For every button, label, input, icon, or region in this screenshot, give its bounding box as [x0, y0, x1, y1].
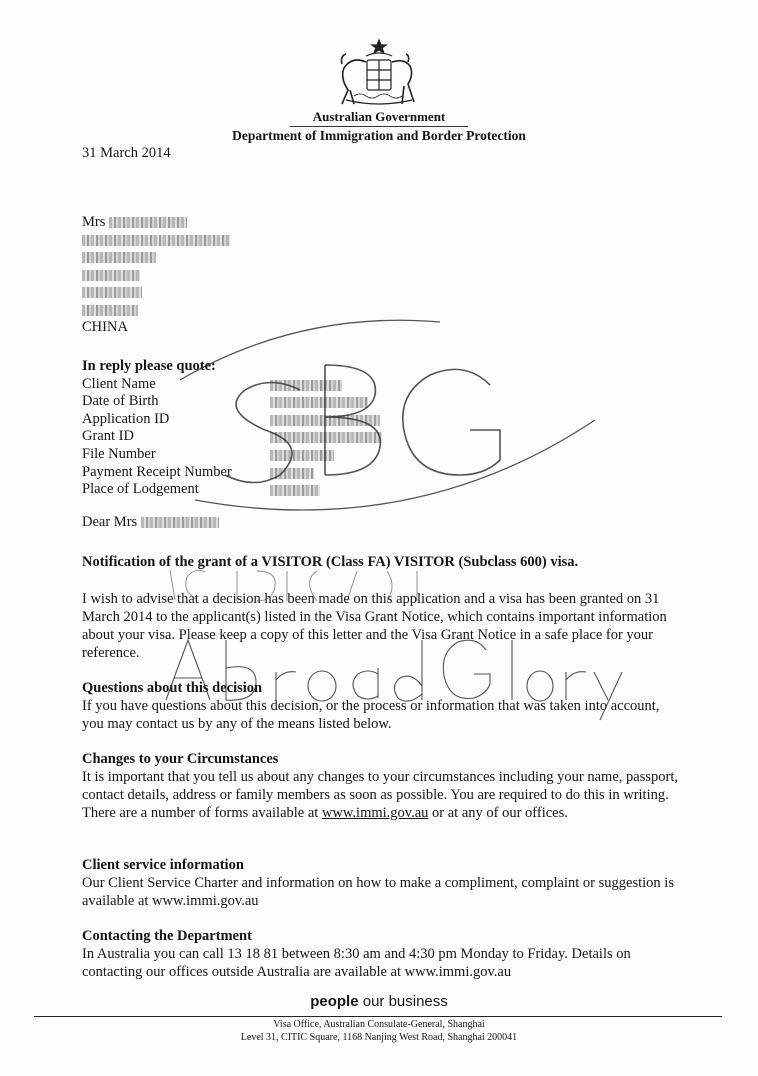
section-heading: Changes to your Circumstances	[82, 751, 279, 767]
quote-row	[82, 446, 232, 464]
redacted-value	[270, 450, 334, 461]
reply-quote-block	[82, 358, 232, 499]
footer-address: Level 31, CITIC Square, 1168 Nanjing West Road, Shanghai 200041	[240, 1032, 518, 1043]
quote-row	[82, 428, 232, 446]
redacted-value	[270, 397, 368, 408]
notification-title: Notification of the grant of a VISITOR (Class FA) VISITOR (Subclass 600) visa.	[82, 554, 579, 570]
recipient-title: Mrs	[82, 214, 106, 230]
quote-row	[82, 464, 232, 482]
redacted-name	[141, 517, 219, 528]
quote-label: Place of Lodgement	[82, 481, 199, 498]
footer-office: Visa Office, Australian Consulate-General, Shanghai	[273, 1019, 485, 1030]
section-body: In Australia you can call 13 18 81 between 8:30 am and 4:30 pm Monday to Friday. Details on contacting our offices outside Australia are available at www.immi.gov.au	[82, 946, 631, 980]
redacted-address-line	[82, 235, 230, 246]
redacted-address-line	[82, 252, 156, 263]
section-body	[82, 768, 682, 822]
section-questions	[82, 679, 682, 733]
section-heading: Client service information	[82, 857, 244, 873]
redacted-value	[270, 485, 320, 496]
quote-label: Payment Receipt Number	[82, 463, 232, 480]
section-heading: Contacting the Department	[82, 928, 252, 944]
coat-of-arms-icon	[326, 38, 432, 114]
footer-brand	[0, 993, 758, 1010]
section-heading: Questions about this decision	[82, 680, 263, 696]
government-name: Australian Government	[312, 109, 446, 124]
intro-text: I wish to advise that a decision has been made on this application and a visa has been granted on 31 March 2014 to the applicant(s) listed in the Visa Grant Notice, which contains important information about your visa. Please keep a copy of this letter and the Visa Grant Notice in a safe place for your reference.	[82, 591, 667, 661]
section-body-text: or at any of our offices.	[428, 805, 568, 821]
redacted-value	[270, 432, 382, 443]
redacted-address-line	[82, 305, 138, 316]
section-client-service	[82, 856, 682, 910]
quote-label: File Number	[82, 445, 156, 462]
immi-website-link[interactable]: www.immi.gov.au	[321, 805, 429, 821]
redacted-address-line	[82, 270, 140, 281]
department-name: Department of Immigration and Border Protection	[232, 128, 526, 143]
redacted-name	[109, 217, 187, 228]
quote-label: Client Name	[82, 375, 156, 392]
footer-rule	[34, 1016, 722, 1017]
quote-label: Application ID	[82, 410, 170, 427]
header-rule	[290, 126, 468, 127]
section-contacting	[82, 927, 682, 981]
reply-quote-heading: In reply please quote:	[82, 358, 216, 374]
quote-row	[82, 481, 232, 499]
intro-paragraph	[82, 590, 682, 662]
redacted-address-line	[82, 287, 142, 298]
recipient-address	[82, 214, 230, 337]
recipient-country: CHINA	[82, 319, 128, 335]
quote-label: Grant ID	[82, 428, 134, 445]
section-body-text: It is important that you tell us about any changes to your circumstances including your name, passport, contact details, address or family members as soon as possible. You are required to do this in writing. There are a number of forms available at	[82, 769, 678, 821]
section-body: Our Client Service Charter and information on how to make a compliment, complaint or suggestion is available at www.immi.gov.au	[82, 875, 674, 909]
section-changes	[82, 750, 682, 822]
quote-label: Date of Birth	[82, 393, 159, 410]
redacted-value	[270, 468, 314, 479]
redacted-value	[270, 415, 380, 426]
letter-date: 31 March 2014	[82, 145, 171, 161]
greeting	[82, 514, 219, 531]
quote-row	[82, 393, 232, 411]
quote-row	[82, 376, 232, 394]
footer-brand-bold: people	[310, 993, 359, 1010]
section-body: If you have questions about this decision, or the process or information that was taken into account, you may contact us by any of the means listed below.	[82, 698, 660, 732]
greeting-text: Dear Mrs	[82, 514, 138, 530]
quote-row	[82, 411, 232, 429]
redacted-value	[270, 380, 342, 391]
footer-brand-rest: our business	[358, 993, 448, 1010]
